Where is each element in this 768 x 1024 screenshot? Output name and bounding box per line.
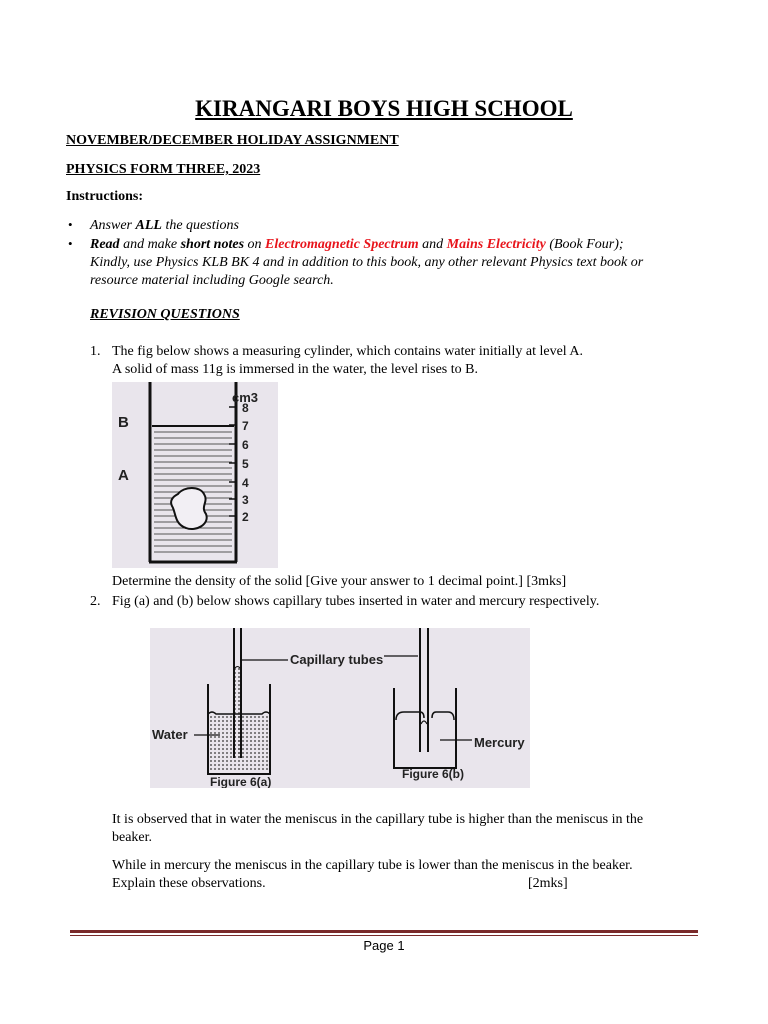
q2-observation-1: It is observed that in water the meniscus in the capillary tube is higher than the meniscus in the beaker. xyxy=(112,812,644,845)
school-title: KIRANGARI BOYS HIGH SCHOOL xyxy=(195,96,573,121)
tick-label: 5 xyxy=(242,457,249,471)
figure-6a-label: Figure 6(a) xyxy=(210,775,272,788)
mercury-label: Mercury xyxy=(474,735,525,750)
footer-rule xyxy=(70,930,698,933)
q2-observation-2: While in mercury the meniscus in the capillary tube is lower than the meniscus in the beaker. Explain these observations. xyxy=(112,858,633,891)
instruction-1: Answer ALL the questions xyxy=(90,218,239,233)
q1-text: The fig below shows a measuring cylinder, which contains water initially at level A. A solid of mass 11g is immersed in the water, the level rises to B. xyxy=(112,344,584,377)
level-b-label: B xyxy=(118,414,129,431)
q1-question: Determine the density of the solid [Give your answer to 1 decimal point.] [3mks] xyxy=(112,574,567,589)
tick-label: 7 xyxy=(242,419,249,433)
q1-number: 1. xyxy=(90,344,101,359)
tick-label: 6 xyxy=(242,438,249,452)
instruction-2: Read and make short notes on Electromagnetic Spectrum and Mains Electricity (Book Four); Kindly, use Physics KLB BK 4 and in addition to this book, any other relevant Physics text book or resource material including Google search. xyxy=(90,237,644,288)
q2-number: 2. xyxy=(90,594,101,609)
unit-label: cm3 xyxy=(232,390,259,405)
tick-label: 3 xyxy=(242,493,249,507)
tick-label: 4 xyxy=(242,476,249,490)
page-number: Page 1 xyxy=(363,938,405,953)
bullet-dot: • xyxy=(68,236,73,251)
measuring-cylinder-drawing xyxy=(112,382,278,568)
level-a-label: A xyxy=(118,467,129,484)
q2-text: Fig (a) and (b) below shows capillary tubes inserted in water and mercury respectively. xyxy=(112,594,600,609)
capillary-tubes-drawing xyxy=(150,628,530,788)
bullet-dot: • xyxy=(68,217,73,232)
instructions-heading: Instructions: xyxy=(66,189,144,204)
measuring-cylinder-figure xyxy=(112,382,278,568)
capillary-tubes-label: Capillary tubes xyxy=(290,652,384,667)
subject-heading: PHYSICS FORM THREE, 2023 xyxy=(66,162,261,177)
q2-marks: [2mks] xyxy=(528,876,568,891)
capillary-tubes-figure xyxy=(150,628,530,788)
figure-6b-label: Figure 6(b) xyxy=(402,767,464,781)
water-label: Water xyxy=(152,727,188,742)
tick-label: 2 xyxy=(242,510,249,524)
tick-label: 8 xyxy=(242,401,249,415)
revision-heading: REVISION QUESTIONS xyxy=(90,307,240,322)
footer-rule-thin xyxy=(70,935,698,936)
assignment-heading: NOVEMBER/DECEMBER HOLIDAY ASSIGNMENT xyxy=(66,133,399,148)
